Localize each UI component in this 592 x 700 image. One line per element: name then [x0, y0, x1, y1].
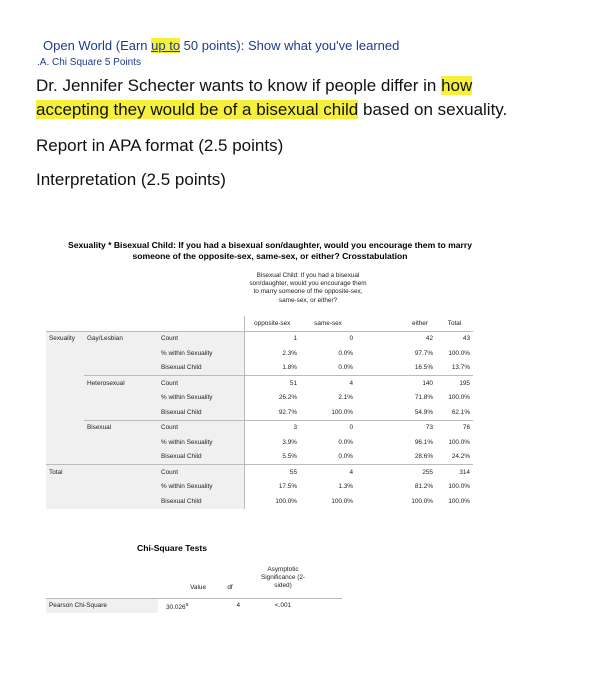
column-header: opposite-sex — [244, 316, 300, 331]
row-var-cell — [46, 435, 84, 450]
column-header: either — [356, 316, 436, 331]
group-cell — [84, 450, 158, 465]
assignment-subtitle: .A. Chi Square 5 Points — [37, 57, 141, 68]
group-cell — [84, 361, 158, 376]
table-cell: 24.2% — [451, 453, 470, 461]
table-cell: 0.0% — [338, 453, 353, 461]
table-cell: 2.3% — [244, 346, 300, 361]
table-row — [46, 331, 473, 346]
question-text: Dr. Jennifer Schecter wants to know if people differ in — [36, 76, 442, 95]
column-header: Total — [436, 316, 473, 331]
table-cell: 51 — [244, 376, 300, 391]
table-cell: 96.1% — [414, 438, 433, 446]
table-cell: 1.8% — [244, 361, 300, 376]
table-cell: 100.0% — [448, 497, 470, 505]
df-header: df — [227, 584, 233, 591]
group-cell — [84, 346, 158, 361]
table-cell: 100.0% — [448, 394, 470, 402]
row-var-cell — [46, 361, 84, 376]
row-var-cell — [46, 420, 84, 435]
table-row — [46, 465, 473, 480]
df-value: 4 — [236, 602, 240, 609]
table-cell: 140 — [356, 376, 436, 391]
table-cell: 4 — [300, 376, 356, 391]
table-cell: 71.8% — [414, 394, 433, 402]
row-var-cell — [46, 391, 84, 406]
table-cell: 3.9% — [244, 435, 300, 450]
asymptotic-header: Asymptotic Significance (2-sided) — [260, 566, 306, 589]
table-cell: 76 — [436, 420, 473, 435]
table-row — [46, 420, 473, 435]
table-cell: 0 — [349, 335, 353, 343]
stat-label: % within Sexuality — [158, 391, 244, 406]
table-cell: 28.6% — [414, 453, 433, 461]
table-cell: 26.2% — [244, 391, 300, 406]
table-row — [46, 480, 473, 495]
stat-label: Count — [158, 376, 244, 391]
table-cell: 100.0% — [448, 349, 470, 357]
table-cell: 17.5% — [244, 480, 300, 495]
table-cell: 4 — [300, 465, 356, 480]
table-cell: 42 — [425, 335, 433, 343]
interpretation-instruction: Interpretation (2.5 points) — [36, 170, 226, 189]
table-cell: 13.7% — [451, 364, 470, 372]
table-cell: 3 — [244, 420, 300, 435]
stat-label: Count — [158, 420, 244, 435]
stat-label: % within Sexuality — [158, 435, 244, 450]
table-cell: 2.1% — [338, 394, 353, 402]
table-cell: 100.0% — [244, 494, 300, 509]
value-header: Value — [190, 584, 206, 591]
table-cell: 195 — [436, 376, 473, 391]
table-cell: 100.0% — [411, 497, 433, 505]
group-cell — [84, 465, 158, 480]
question-line-2 — [36, 98, 507, 122]
row-variable-label: Sexuality — [46, 331, 84, 346]
total-label: Total — [46, 465, 84, 480]
table-cell: 255 — [356, 465, 436, 480]
assignment-title — [43, 38, 592, 53]
significance-value: <.001 — [274, 602, 292, 609]
crosstab-header-row — [46, 316, 473, 331]
table-cell: 43 — [462, 335, 470, 343]
crosstab-title: Sexuality * Bisexual Child: If you had a bisexual son/daughter, would you encourage them to marry someone of the opposite-sex, same-sex, or either? Crosstabulation — [68, 240, 472, 261]
table-row — [46, 450, 473, 465]
stat-label: Count — [158, 331, 244, 346]
stat-label: % within Sexuality — [158, 346, 244, 361]
table-cell: 100.0% — [331, 497, 353, 505]
table-cell: 0.0% — [338, 364, 353, 372]
row-var-cell — [46, 405, 84, 420]
chi-square-title: Chi-Square Tests — [137, 543, 208, 553]
table-cell: 0.0% — [338, 438, 353, 446]
highlighted-text: up to — [151, 38, 181, 53]
table-cell: 100.0% — [331, 408, 353, 416]
table-row — [46, 361, 473, 376]
question-text-end: based on sexuality. — [358, 100, 508, 119]
table-cell: 100.0% — [448, 438, 470, 446]
table-row — [46, 376, 473, 391]
stat-label: % within Sexuality — [158, 480, 244, 495]
table-cell: 5.5% — [244, 450, 300, 465]
stat-label: Bisexual Child — [158, 405, 244, 420]
table-cell: 92.7% — [244, 405, 300, 420]
group-cell — [84, 494, 158, 509]
table-cell: 0.0% — [338, 349, 353, 357]
table-cell: 100.0% — [448, 483, 470, 491]
crosstab-column-header: Bisexual Child: If you had a bisexual son/daughter, would you encourage them to marry someone of the opposite-sex, same-sex, or either? — [249, 272, 367, 304]
group-cell — [84, 405, 158, 420]
table-row — [46, 494, 473, 509]
apa-instruction: Report in APA format (2.5 points) — [36, 136, 284, 155]
question-highlight-1: how — [441, 76, 473, 95]
stat-label: Bisexual Child — [158, 450, 244, 465]
group-cell — [84, 391, 158, 406]
table-row — [46, 391, 473, 406]
crosstab-table — [46, 316, 473, 509]
group-cell — [84, 435, 158, 450]
table-cell: 73 — [356, 420, 436, 435]
table-cell: 62.1% — [451, 408, 470, 416]
table-row — [46, 435, 473, 450]
row-var-cell — [46, 376, 84, 391]
table-cell: 54.9% — [414, 408, 433, 416]
stat-label: Bisexual Child — [158, 361, 244, 376]
question-highlight-2: accepting they would be of a bisexual child — [36, 100, 359, 119]
row-var-cell — [46, 450, 84, 465]
table-cell: 16.5% — [414, 364, 433, 372]
row-var-cell — [46, 480, 84, 495]
title-text: Open World (Earn — [43, 38, 152, 53]
group-label: Bisexual — [84, 420, 158, 435]
chi-square-value — [166, 602, 226, 611]
pearson-chi-square-row — [46, 598, 342, 613]
row-var-cell — [46, 494, 84, 509]
table-cell: 0 — [300, 420, 356, 435]
table-cell: 1 — [244, 331, 300, 346]
stat-label: Count — [158, 465, 244, 480]
group-label: Heterosexual — [84, 376, 158, 391]
table-cell: 55 — [244, 465, 300, 480]
stat-label: Bisexual Child — [158, 494, 244, 509]
table-row — [46, 346, 473, 361]
table-row — [46, 405, 473, 420]
table-cell: 314 — [436, 465, 473, 480]
column-header: same-sex — [300, 316, 356, 331]
table-cell: 1.3% — [338, 483, 353, 491]
table-cell: 81.2% — [414, 483, 433, 491]
row-var-cell — [46, 346, 84, 361]
group-label: Gay/Lesbian — [84, 331, 158, 346]
group-cell — [84, 480, 158, 495]
value-footnote: a — [185, 602, 189, 608]
table-cell: 97.7% — [414, 349, 433, 357]
row-label: Pearson Chi-Square — [46, 599, 158, 613]
title-text-end: 50 points): Show what you've learned — [180, 38, 400, 53]
value-number: 30.026 — [166, 604, 186, 612]
question-line-1 — [36, 74, 472, 98]
